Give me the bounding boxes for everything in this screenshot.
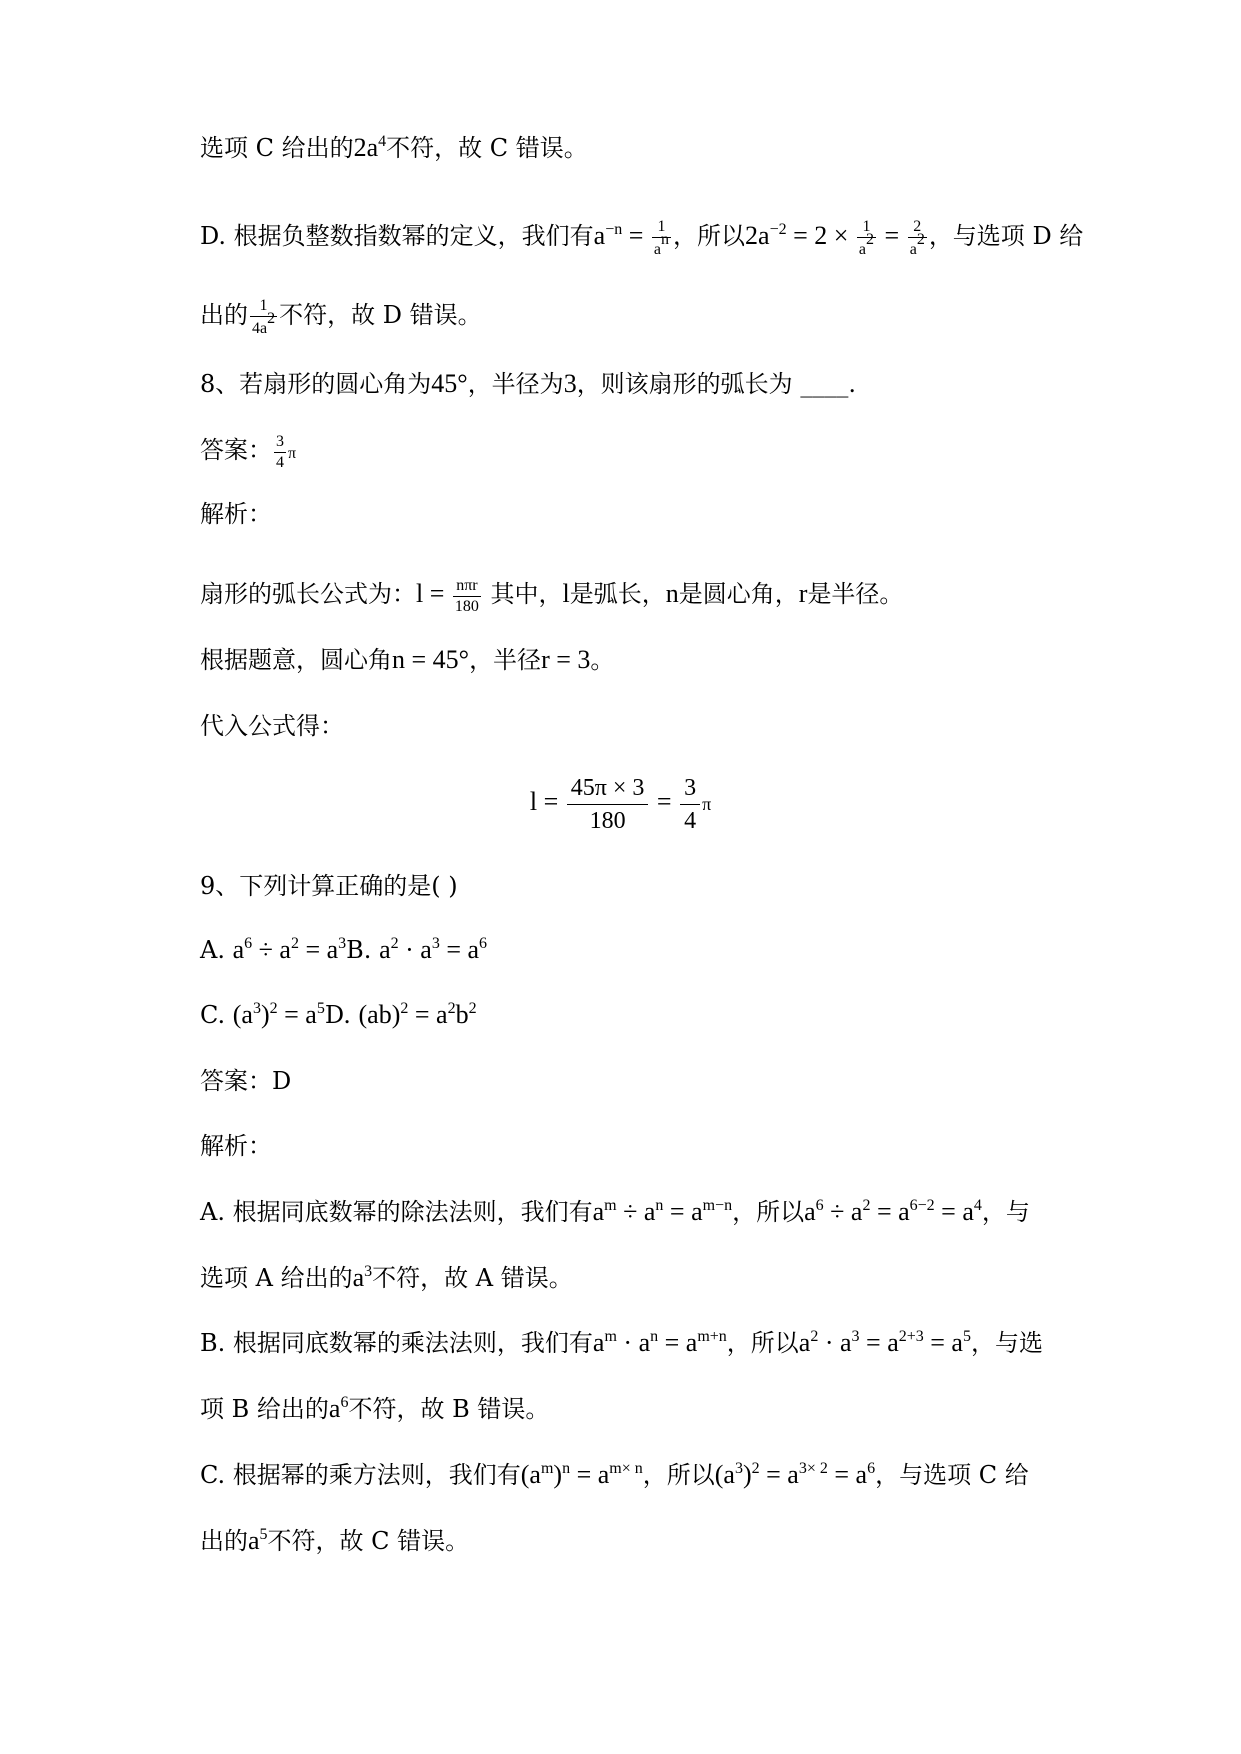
fraction: $\frac{1}{a^n}$ (653, 217, 670, 258)
text: 不符，故 C 错误。 (386, 134, 588, 162)
text-line-2 (200, 216, 1084, 258)
text: ，所以 (673, 222, 746, 250)
text-line-3 (200, 295, 1081, 337)
text: 8、若扇形的圆心角为 (200, 370, 432, 398)
fraction: $\frac{2}{a^2}$ (909, 217, 925, 258)
fraction: $\frac{1}{4a^2}$ (252, 296, 276, 337)
text: ，所以 (732, 1198, 805, 1226)
math: $a^m \div a^n = a^{m-n}$ (592, 1197, 733, 1226)
math: $a^5$ (248, 1526, 268, 1555)
options-cd (200, 995, 1081, 1035)
text: 项 B 给出的 (200, 1395, 329, 1423)
analysis-a-line-2 (200, 1258, 1081, 1298)
question-9 (200, 866, 1081, 906)
math: 3 (563, 369, 577, 398)
math (248, 296, 279, 337)
math-result: $2a^{-2} = 2$ × $\frac{1}{a^2}$ = $\frac{2}{a^2}$ (745, 217, 925, 258)
math-negative-exponent: $a^{-n}$ = $\frac{1}{a^n}$ (593, 217, 670, 258)
text: 不符，故 B 错误。 (348, 1395, 550, 1423)
text: B. 根据同底数幂的乘法法则，我们有 (200, 1329, 593, 1357)
math: $a^2 \cdot a^3 = a^{2+3} = a^5$ (798, 1328, 971, 1357)
text: 出的 (200, 301, 248, 329)
text: 其中， (482, 580, 563, 608)
options-ab (200, 930, 1081, 970)
text: ，与 (981, 1198, 1030, 1226)
math: $a^6$ (328, 1394, 349, 1423)
math: $a^m \cdot a^n = a^{m+n}$ (592, 1328, 727, 1357)
math: $a^2 \cdot a^3 = a^6$ (379, 935, 488, 964)
math: $(a^3)^2 = a^{3\times 2} = a^6$ (714, 1460, 876, 1489)
text: C. (200, 1001, 233, 1029)
answer-blank: ____ (800, 370, 849, 398)
text-line-given (200, 640, 1081, 680)
text: . (848, 370, 856, 398)
text: ，半径 (469, 646, 542, 674)
math: l = $\frac{45\pi \times 3}{180}$ = $\frac{3}{4}$ π (529, 775, 712, 834)
text: 根据题意，圆心角 (200, 646, 392, 674)
analysis-heading-8 (200, 494, 1081, 534)
text-line-substitute (200, 706, 1081, 746)
text: 答案：D (200, 1067, 292, 1095)
text: 选项 C 给出的 (200, 134, 354, 162)
text: B. (346, 936, 380, 964)
analysis-a-line-1 (200, 1192, 1081, 1232)
fraction: $\frac{3}{4}$ (680, 776, 700, 833)
answer-8 (200, 430, 1081, 474)
math: n = 45° (392, 645, 470, 674)
math: r (798, 579, 808, 608)
math: 45° (431, 369, 468, 398)
text: ，与选项 D 给 (928, 222, 1084, 250)
fraction: $\frac{\text{nπr}}{180}$ (454, 576, 479, 615)
text: 代入公式得： (200, 712, 344, 740)
text: ，所以 (726, 1329, 799, 1357)
analysis-heading-9 (200, 1126, 1081, 1166)
math: r = 3 (541, 645, 591, 674)
math: $a^3$ (352, 1263, 373, 1292)
math: $(a^m)^n = a^{m\times n}$ (520, 1460, 643, 1489)
fraction: $\frac{1}{a^2}$ (858, 217, 875, 258)
math: $(a^3)^2 = a^5$ (232, 1000, 325, 1029)
text: D. 根据负整数指数幂的定义，我们有 (200, 222, 594, 250)
math: l (562, 579, 570, 608)
text: 是半径。 (807, 580, 904, 608)
text-line-1 (200, 128, 1081, 168)
text: 9、下列计算正确的是( ) (200, 872, 458, 900)
text: ，半径为 (467, 370, 564, 398)
analysis-b-line-1 (200, 1323, 1081, 1363)
math: n (665, 579, 679, 608)
display-equation (0, 776, 1241, 833)
math-arc-length-formula: l = $\frac{\text{nπr}}{180}$ (416, 576, 479, 615)
text: ，则该扇形的弧长为 (576, 370, 801, 398)
fraction: $\frac{45\pi \times 3}{180}$ (567, 776, 649, 833)
text: 答案： (200, 436, 272, 464)
math: $a^6 \div a^2 = a^{6-2} = a^4$ (804, 1197, 982, 1226)
text: A. (200, 936, 233, 964)
text: 不符，故 C 错误。 (267, 1527, 470, 1555)
text: 不符，故 A 错误。 (372, 1264, 573, 1292)
fraction: $\frac{3}{4}$ (276, 432, 284, 471)
text: ，与选项 C 给 (875, 1461, 1029, 1489)
text: C. 根据幂的乘方法则，我们有 (200, 1461, 521, 1489)
text: 扇形的弧长公式为： (200, 580, 416, 608)
analysis-b-line-2 (200, 1389, 1081, 1429)
text: 出的 (200, 1527, 248, 1555)
text: 是弧长， (569, 580, 666, 608)
math: $a^6 \div a^2 = a^3$ (232, 935, 347, 964)
math: $2a^4$ (353, 133, 387, 162)
math: $(ab)^2 = a^2b^2$ (358, 1000, 477, 1029)
text: D. (324, 1001, 359, 1029)
text-line-formula (200, 574, 1081, 615)
text: 不符，故 D 错误。 (279, 301, 482, 329)
question-8 (200, 364, 1081, 404)
text: 是圆心角， (678, 580, 799, 608)
analysis-c-line-1 (200, 1455, 1081, 1495)
text: ，所以 (642, 1461, 715, 1489)
analysis-c-line-2 (200, 1521, 1081, 1561)
text: ，与选 (970, 1329, 1043, 1357)
text: A. 根据同底数幂的除法法则，我们有 (200, 1198, 593, 1226)
answer-9 (200, 1061, 1081, 1101)
text: 解析： (200, 500, 272, 528)
text: 选项 A 给出的 (200, 1264, 353, 1292)
text: 。 (590, 646, 615, 674)
text: 解析： (200, 1132, 272, 1160)
math: $\frac{3}{4}$ π (276, 432, 297, 471)
